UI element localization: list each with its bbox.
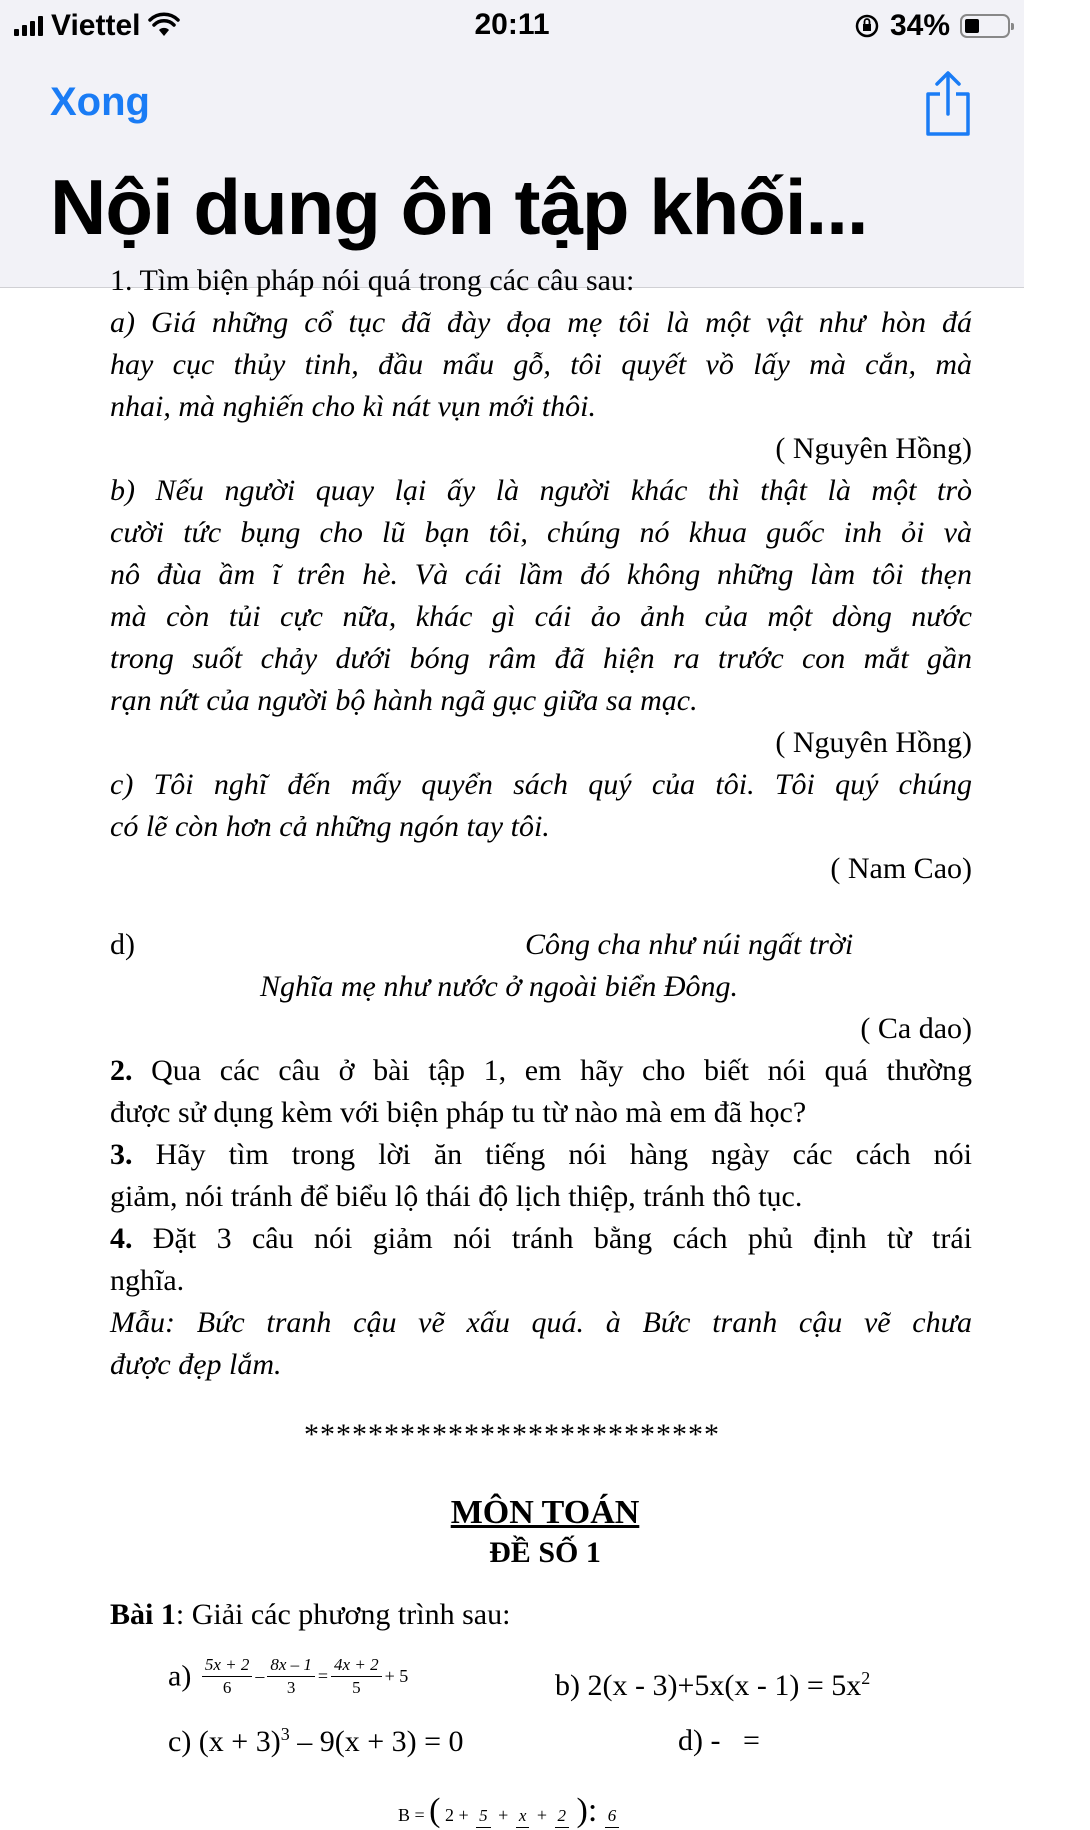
equation-b: b) $2(x - 3)+5x(x - 1) = 5x^2$	[555, 1668, 871, 1702]
example-b-line: b) Nếu người quay lại ấy là người khác thì thật là một trò	[110, 474, 972, 507]
battery-percent: 34%	[889, 9, 950, 42]
example-a-line: hay cục thủy tinh, đầu mẩu gỗ, tôi quyết vồ lấy mà cắn, mà	[110, 348, 972, 381]
subject-heading: MÔN TOÁN	[450, 1494, 640, 1531]
question-4-line: 4. Đặt 3 câu nói giảm nói tránh bằng cách phủ định từ trái	[110, 1222, 972, 1255]
example-b-line: mà còn tủi cực nữa, khác gì cái ảo ảnh của một dòng nước	[110, 600, 972, 633]
example-d-label: d)	[110, 928, 135, 961]
carrier-name: Viettel	[51, 9, 141, 42]
done-button[interactable]: Xong	[50, 80, 150, 124]
question-3-line: giảm, nói tránh để biểu lộ thái độ lịch thiệp, tránh thô tục.	[110, 1180, 803, 1213]
example-c-source: ( Nam Cao)	[830, 852, 972, 885]
question-2-line: được sử dụng kèm với biện pháp tu từ nào mà em đã học?	[110, 1096, 807, 1129]
fraction: 6	[605, 1805, 620, 1828]
fraction: $\frac{4x + 2}{5}$	[331, 1654, 382, 1699]
battery-icon	[960, 14, 1010, 38]
example-a-line: nhai, mà nghiến cho kì nát vụn mới thôi.	[110, 390, 596, 423]
bai-1-heading: Bài 1: Giải các phương trình sau:	[110, 1598, 511, 1631]
question-2-line: 2. Qua các câu ở bài tập 1, em hãy cho biết nói quá thường	[110, 1054, 972, 1087]
fraction: $\frac{8x - 1}{3}$	[267, 1654, 315, 1699]
fraction: $\frac{5x + 2}{6}$	[202, 1654, 253, 1699]
status-bar	[0, 0, 1024, 52]
orientation-lock-icon	[854, 13, 880, 39]
fraction: 2	[555, 1805, 570, 1828]
example-b-line: cười tức bụng cho lũ bạn tôi, chúng nó khua guốc inh ỏi và	[110, 516, 972, 549]
fraction: 5	[476, 1805, 491, 1828]
sample-line: Mẫu: Bức tranh cậu vẽ xấu quá. à Bức tranh cậu vẽ chưa	[110, 1306, 972, 1339]
section-divider: **************************	[304, 1418, 720, 1451]
example-b-line: nô đùa ầm ĩ trên hè. Và cái lầm đó không những làm tôi thẹn	[110, 558, 972, 591]
share-icon[interactable]	[922, 68, 974, 138]
sample-line: được đẹp lắm.	[110, 1348, 282, 1381]
question-1-cut: 1. Tìm biện pháp nói quá trong các câu sau:	[110, 264, 635, 297]
equation-c: c) $(x + 3)^3 - 9(x + 3) = 0$	[168, 1724, 464, 1758]
battery-fill	[965, 19, 979, 33]
example-b-source: ( Nguyên Hồng)	[775, 726, 972, 759]
nav-header	[0, 52, 1024, 288]
example-d-poem-line: Công cha như núi ngất trời	[525, 928, 854, 961]
equation-B: B = ( 2 + 5 + x + 2 ): 6	[398, 1792, 622, 1830]
question-4-line: nghĩa.	[110, 1264, 185, 1297]
example-a-line: a) Giá những cổ tục đã đày đọa mẹ tôi là một vật như hòn đá	[110, 306, 972, 339]
exam-heading: ĐỀ SỐ 1	[489, 1536, 601, 1569]
example-d-poem-line: Nghĩa mẹ như nước ở ngoài biển Đông.	[260, 970, 739, 1003]
example-b-line: trong suốt chảy dưới bóng râm đã hiện ra trước con mắt gần	[110, 642, 972, 675]
example-a-source: ( Nguyên Hồng)	[775, 432, 972, 465]
example-c-line: có lẽ còn hơn cả những ngón tay tôi.	[110, 810, 550, 843]
question-3-line: 3. Hãy tìm trong lời ăn tiếng nói hàng ngày các cách nói	[110, 1138, 973, 1171]
example-c-line: c) Tôi nghĩ đến mấy quyển sách quý của tôi. Tôi quý chúng	[110, 768, 972, 801]
equation-d: d) - =	[678, 1724, 760, 1757]
document-content[interactable]	[0, 264, 1024, 1829]
document-title: Nội dung ôn tập khối...	[50, 163, 868, 251]
status-right	[854, 8, 1010, 44]
example-d-source: ( Ca dao)	[860, 1012, 972, 1045]
equation-a: a) $\frac{5x + 2}{6}$ – $\frac{8x - 1}{3}$ = $\frac{4x + 2}{5}$ + 5	[168, 1655, 409, 1697]
fraction: x	[516, 1805, 530, 1828]
status-time: 20:11	[474, 8, 550, 41]
example-b-line: rạn nứt của người bộ hành ngã gục giữa sa mạc.	[110, 684, 698, 717]
